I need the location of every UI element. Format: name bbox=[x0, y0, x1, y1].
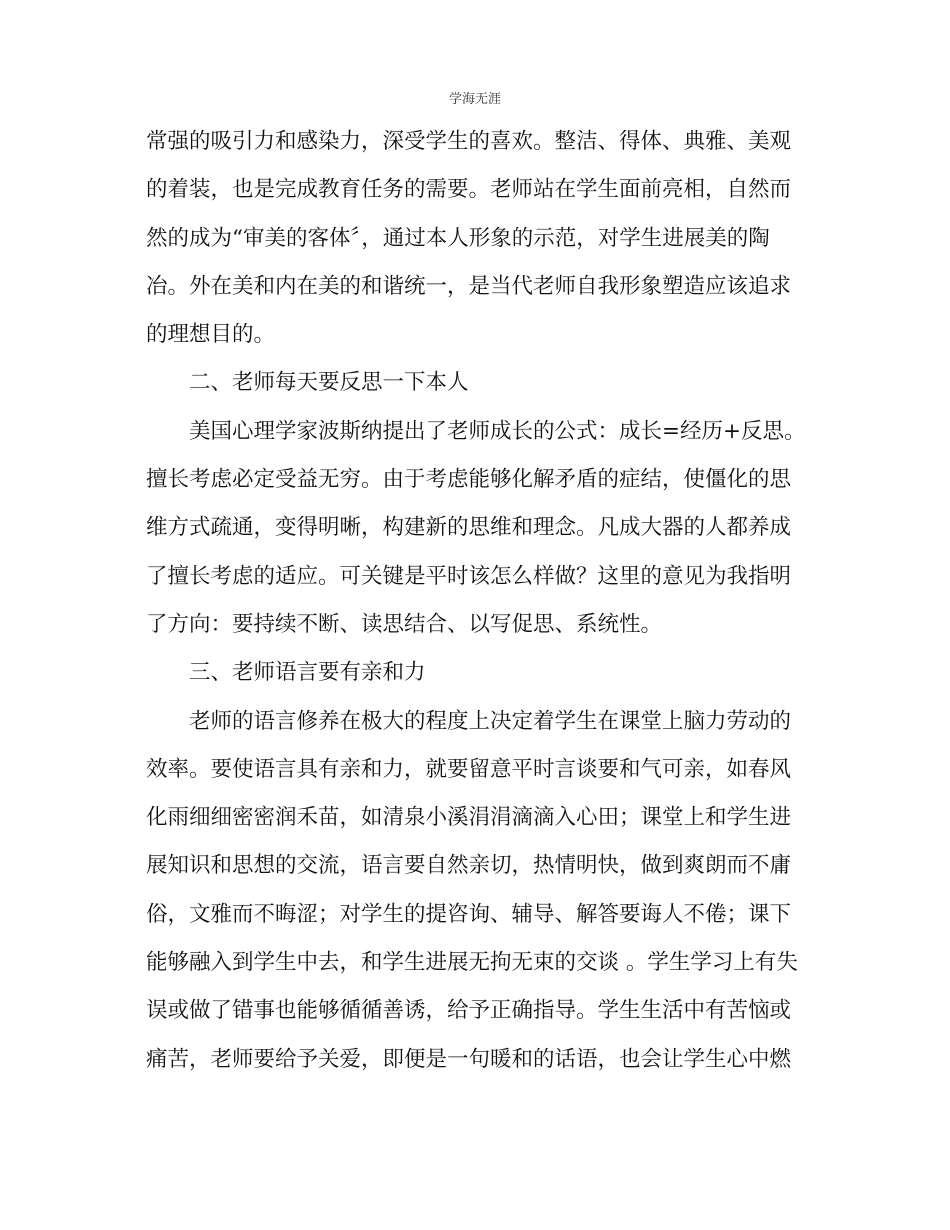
text-line: 常强的吸引力和感染力，深受学生的喜欢。整洁、得体、典雅、美观 bbox=[146, 129, 792, 154]
text-line: 维方式疏通，变得明晰，构建新的思维和理念。凡成大器的人都养成 bbox=[146, 515, 792, 541]
text-line: 化雨细细密密润禾苗，如清泉小溪涓涓滴滴入心田；课堂上和学生进 bbox=[146, 805, 792, 831]
text-line: 的着装，也是完成教育任务的需要。老师站在学生面前亮相，自然而 bbox=[146, 177, 792, 203]
section-heading: 三、老师语言要有亲和力 bbox=[189, 660, 426, 686]
text-line: 了擅长考虑的适应。可关键是平时该怎么样做？这里的意见为我指明 bbox=[146, 563, 792, 589]
text-line: 展知识和思想的交流，语言要自然亲切，热情明快，做到爽朗而不庸 bbox=[146, 853, 792, 879]
section-heading: 二、老师每天要反思一下本人 bbox=[189, 370, 469, 396]
text-line: 老师的语言修养在极大的程度上决定着学生在课堂上脑力劳动的 bbox=[189, 708, 792, 734]
body-text bbox=[146, 118, 806, 1084]
text-line: 俗，文雅而不晦涩；对学生的提咨询、辅导、解答要诲人不倦；课下 bbox=[146, 901, 792, 927]
text-line: 美国心理学家波斯纳提出了老师成长的公式：成长=经历+反思。 bbox=[189, 418, 806, 444]
text-line: 误或做了错事也能够循循善诱，给予正确指导。学生生活中有苦恼或 bbox=[146, 998, 792, 1024]
text-line: 效率。要使语言具有亲和力，就要留意平时言谈要和气可亲，如春风 bbox=[146, 756, 792, 782]
text-line: 擅长考虑必定受益无穷。由于考虑能够化解矛盾的症结，使僵化的思 bbox=[146, 467, 792, 493]
text-line: 的理想目的。 bbox=[146, 322, 276, 348]
text-line: 痛苦，老师要给予关爱，即便是一句暖和的话语，也会让学生心中燃 bbox=[146, 1046, 792, 1072]
page-header: 学海无涯 bbox=[448, 92, 501, 107]
text-line: 了方向：要持续不断、读思结合、以写促思、系统性。 bbox=[146, 611, 663, 637]
text-line: 然的成为“审美的客体〞，通过本人形象的示范，对学生进展美的陶 bbox=[146, 225, 770, 251]
text-line: 冶。外在美和内在美的和谐统一，是当代老师自我形象塑造应该追求 bbox=[146, 273, 792, 299]
text-line: 能够融入到学生中去，和学生进展无拘无束的交谈 。学生学习上有失 bbox=[146, 950, 798, 976]
